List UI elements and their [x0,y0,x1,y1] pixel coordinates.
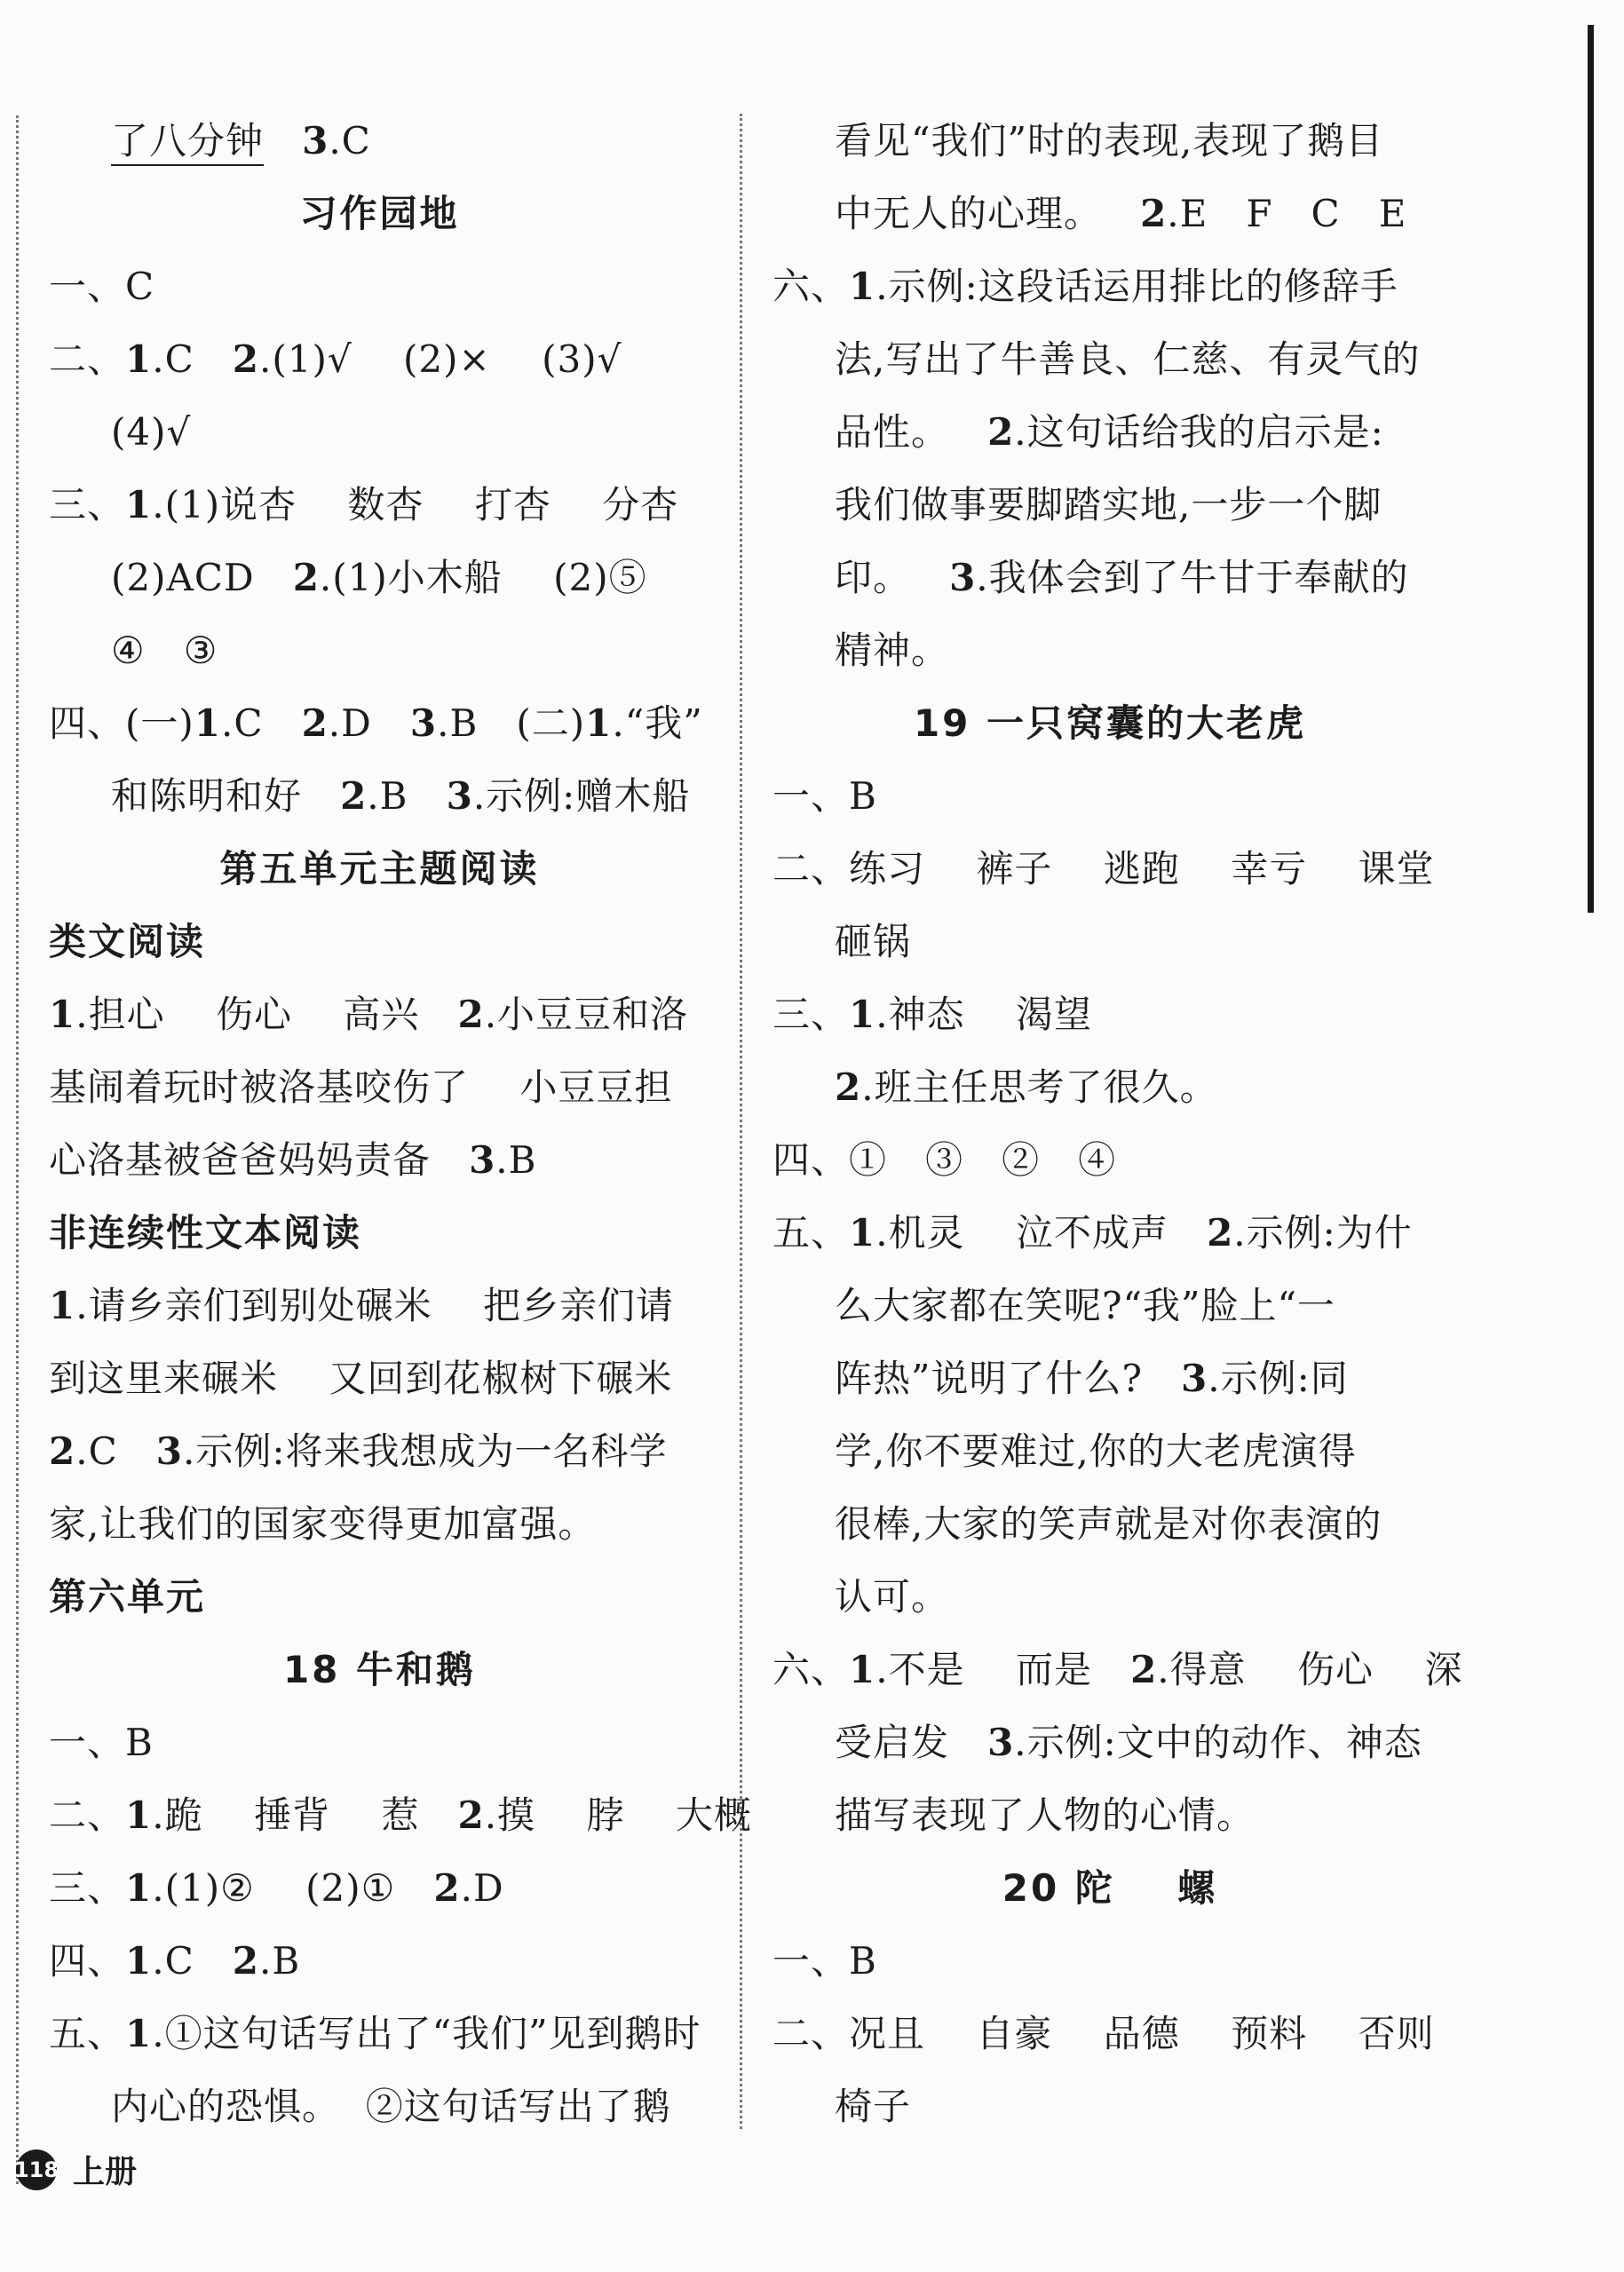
page-footer [13,2147,138,2192]
text-run: 3 [987,1721,1015,1764]
answer-line [772,978,1447,1051]
text-run: .小豆豆和洛 [484,993,689,1036]
answer-line [772,1415,1447,1488]
text-run: 19 一只窝囊的大老虎 [913,701,1307,745]
text-run: 四、① ③ ② ④ [772,1138,1117,1182]
text-run: 一、B [772,774,877,818]
answer-line [49,396,710,469]
answer-line [772,2070,1447,2143]
text-run: 20 陀 螺 [1002,1866,1218,1910]
text-run: 1 [49,1284,76,1327]
text-run: 1 [49,993,76,1036]
answer-line [49,2070,710,2143]
text-run: 二、练习 裤子 逃跑 幸亏 课堂 [772,847,1435,891]
text-run: 四、 [49,1939,126,1983]
text-run: 认可。 [835,1575,950,1619]
text-run: 到这里来碾米 又回到花椒树下碾米 [49,1357,673,1400]
text-run: 描写表现了人物的心情。 [835,1793,1256,1837]
text-run: 看见“我们”时的表现,表现了鹅目 [835,119,1384,162]
text-run: 1 [849,265,876,308]
text-run: 基闹着玩时被洛基咬伤了 小豆豆担 [49,1065,673,1109]
text-run: 印。 [835,556,950,599]
text-run: 品性。 [835,410,988,454]
text-run: .(1)小木船 (2)⑤ [319,556,647,599]
subheading [49,906,710,978]
text-run: 2 [1130,1648,1158,1691]
text-run: .神态 渴望 [875,993,1093,1036]
text-run: .担心 伤心 高兴 [75,993,458,1036]
text-run: .D [460,1866,504,1910]
text-run: .C [152,337,233,381]
text-run: 2 [301,701,329,745]
answer-line [49,1998,710,2070]
text-run: .我体会到了牛甘于奉献的 [976,556,1409,599]
answer-line [772,1270,1447,1342]
text-run: ④ ③ [111,629,218,672]
text-run: 1 [125,1793,153,1837]
text-run [264,119,302,162]
answer-line [772,323,1447,396]
text-run: 第六单元 [49,1575,206,1619]
text-run: 3 [949,556,977,599]
left-dotted-border [16,115,19,2184]
text-run: 2 [292,556,320,599]
text-run: 三、 [772,993,850,1036]
answer-line [772,105,1447,178]
text-run: (2)ACD [111,556,293,599]
text-run: 1 [125,2012,153,2055]
text-run: .跪 捶背 惹 [152,1793,458,1837]
text-run: 3 [155,1429,184,1473]
text-run: 和陈明和好 [111,774,341,818]
subheading [49,1197,710,1270]
answer-line [772,396,1447,469]
text-run: 2 [49,1429,76,1473]
answer-line [772,906,1447,978]
answer-line [772,760,1447,833]
answer-line [49,323,710,396]
text-run: 1 [849,1648,876,1691]
answer-line [49,1925,710,1998]
text-run: 2 [987,410,1015,454]
text-run: .B [259,1939,301,1983]
text-run: 2 [1140,192,1168,235]
text-run: 2 [1207,1211,1234,1255]
text-run: 精神。 [835,629,950,672]
text-run: .示例:为什 [1233,1211,1413,1255]
text-run: 习作园地 [299,192,460,235]
text-run: 四、(一) [49,701,194,745]
text-run: 三、 [49,1866,126,1910]
text-run: .这句话给我的启示是: [1014,410,1384,454]
text-run: 二、 [49,1793,126,1837]
answer-line [49,614,710,687]
text-run: .示例:文中的动作、神态 [1014,1721,1422,1764]
text-run: .B [495,1138,537,1182]
text-run: 二、况且 自豪 品德 预料 否则 [772,2012,1435,2055]
text-run: .不是 而是 [875,1648,1131,1691]
text-run: 2 [457,1793,485,1837]
text-run: .示例:同 [1208,1357,1349,1400]
answer-line [49,1488,710,1561]
text-run: .C [75,1429,156,1473]
answer-line [772,250,1447,323]
text-run: 3 [469,1138,496,1182]
text-run: 学,你不要难过,你的大老虎演得 [835,1429,1357,1473]
text-run: .B [367,774,447,818]
answer-line [772,1124,1447,1197]
section-title [772,1852,1447,1925]
text-run: 1 [125,1866,153,1910]
text-run: 1 [194,701,222,745]
answer-line [772,178,1447,250]
text-run: 一、B [49,1721,154,1764]
text-run: 内心的恐惧。 ②这句话写出了鹅 [111,2085,671,2128]
text-run: 类文阅读 [49,920,206,963]
answer-line [49,1270,710,1342]
text-run: 1 [125,1939,153,1983]
text-run: 1 [849,1211,876,1255]
text-run: 家,让我们的国家变得更加富强。 [49,1502,597,1546]
answer-line [49,1706,710,1779]
text-run: .请乡亲们到别处碾米 把乡亲们请 [75,1284,674,1327]
answer-line [49,542,710,614]
text-run: 3 [409,701,438,745]
text-run: 3 [446,774,473,818]
text-run: .D [328,701,410,745]
text-run: 3 [302,119,329,162]
text-run: 1 [585,701,613,745]
text-run: 椅子 [835,2085,912,2128]
text-run: .得意 伤心 深 [1157,1648,1463,1691]
text-run: .“我” [612,701,703,745]
answer-line [772,542,1447,614]
text-run: 很棒,大家的笑声就是对你表演的 [835,1502,1382,1546]
text-run: .示例:这段话运用排比的修辞手 [875,265,1398,308]
text-run: 一、B [772,1939,877,1983]
page-number-badge: 118 [16,2149,57,2190]
text-run: 五、 [772,1211,850,1255]
answer-line [49,760,710,833]
text-run: 二、 [49,337,126,381]
section-title [49,833,710,906]
text-run: .(1)② (2)① [152,1866,434,1910]
answer-line [49,687,710,760]
left-column [49,105,752,2143]
answer-line [772,614,1447,687]
answer-line [772,1779,1447,1852]
answer-line [772,469,1447,542]
answer-line [49,250,710,323]
text-run: .E F C E [1167,192,1407,235]
answer-line [49,1124,710,1197]
text-run: 阵热”说明了什么? [835,1357,1182,1400]
text-run: .示例:将来我想成为一名科学 [183,1429,668,1473]
text-run: .班主任思考了很久。 [861,1065,1218,1109]
text-run: 中无人的心理。 [835,192,1141,235]
text-run: 2 [340,774,368,818]
text-run: 砸锅 [835,920,912,963]
answer-line [49,469,710,542]
section-title [49,1634,710,1706]
answer-line [772,1706,1447,1779]
text-run: 18 牛和鹅 [282,1648,477,1691]
answer-line [49,1852,710,1925]
text-run: (4)√ [111,410,192,454]
text-run: 我们做事要脚踏实地,一步一个脚 [835,483,1382,526]
text-run: 3 [1181,1357,1208,1400]
text-run: 六、 [772,265,850,308]
text-run: 1 [125,337,153,381]
answer-line [772,1561,1447,1634]
text-run: 非连续性文本阅读 [49,1211,362,1255]
text-run: 三、 [49,483,126,526]
text-run: 了八分钟 [111,119,265,162]
answer-line [772,1051,1447,1124]
text-run: 2 [835,1065,862,1109]
text-run: .C [152,1939,233,1983]
text-run: 五、 [49,2012,126,2055]
answer-line [772,1634,1463,1706]
top-right-rule [1588,25,1594,913]
answer-line [772,1197,1447,1270]
text-run: 1 [125,483,153,526]
text-run: .C [221,701,302,745]
text-run: 第五单元主题阅读 [219,847,540,891]
text-run: 法,写出了牛善良、仁慈、有灵气的 [835,337,1421,381]
text-run: .B (二) [437,701,586,745]
text-run: .(1)√ (2)× (3)√ [259,337,622,381]
text-run: 2 [232,337,260,381]
text-run: .摸 脖 大概 [484,1793,752,1837]
text-run: 心洛基被爸爸妈妈责备 [49,1138,470,1182]
text-run: 受启发 [835,1721,988,1764]
answer-line [49,105,710,178]
text-run: 一、C [49,265,155,308]
section-title [49,178,710,250]
answer-line [772,1925,1447,1998]
right-column [772,105,1463,2143]
answer-line [772,1488,1447,1561]
volume-label: 上册 [73,2154,138,2190]
answer-line [49,1415,710,1488]
text-run: .C [329,119,371,162]
text-run: 2 [433,1866,461,1910]
text-run: 六、 [772,1648,850,1691]
answer-line [49,1779,752,1852]
answer-line [49,1342,710,1415]
answer-line [772,1998,1447,2070]
text-run: 1 [849,993,876,1036]
text-run: .机灵 泣不成声 [875,1211,1208,1255]
subheading [49,1561,710,1634]
text-run: 么大家都在笑呢?“我”脸上“一 [835,1284,1335,1327]
text-run: 2 [457,993,485,1036]
text-run: .①这句话写出了“我们”见到鹅时 [152,2012,701,2055]
text-run: .(1)说杏 数杏 打杏 分杏 [152,483,679,526]
answer-line [49,978,710,1051]
section-title [772,687,1447,760]
text-run: 2 [232,1939,260,1983]
text-run: .示例:赠木船 [472,774,691,818]
answer-line [772,1342,1447,1415]
answer-line [772,833,1447,906]
answer-line [49,1051,710,1124]
